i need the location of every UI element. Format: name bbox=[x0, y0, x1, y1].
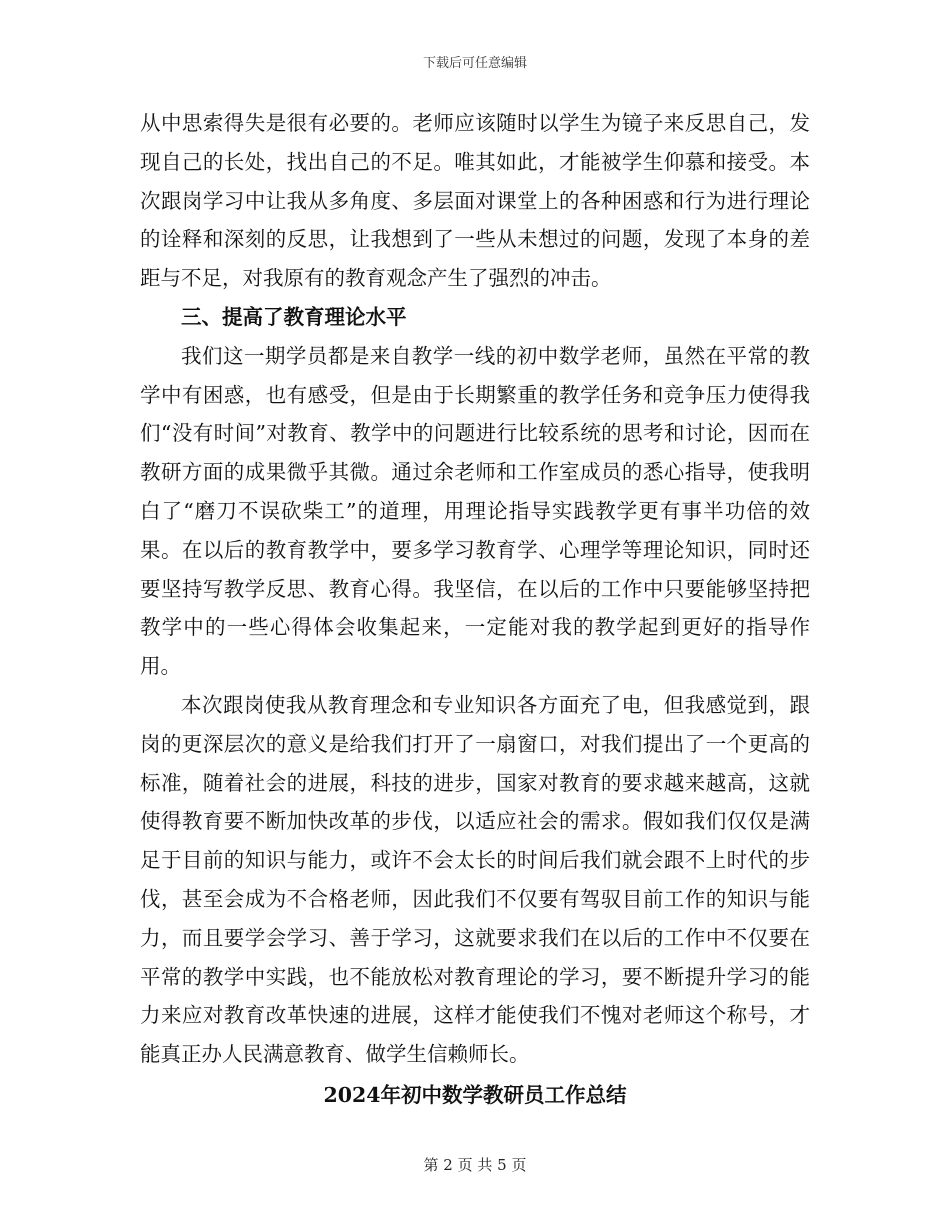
page-number: 第 2 页 共 5 页 bbox=[423, 1156, 527, 1174]
download-note: 下载后可任意编辑 bbox=[422, 56, 527, 71]
paragraph-reflection: 从中思索得失是很有必要的。老师应该随时以学生为镜子来反思自己，发现自己的长处，找出自己的不足。唯其如此，才能被学生仰慕和接受。本次跟岗学习中让我从多角度、多层面对课堂上的各种困惑和行为进行理论的诠释和深刻的反思，让我想到了一些从未想过的问题，发现了本身的差距与不足，对我原有的教育观念产生了强烈的冲击。 bbox=[140, 111, 810, 291]
document-body bbox=[140, 104, 810, 1115]
next-document-title: 2024年初中数学教研员工作总结 bbox=[323, 1082, 627, 1107]
section-heading: 三、提高了教育理论水平 bbox=[181, 304, 407, 329]
paragraph-theory: 我们这一期学员都是来自教学一线的初中数学老师，虽然在平常的教学中有困惑，也有感受，但是由于长期繁重的教学任务和竞争压力使得我们“没有时间”对教育、教学中的问题进行比较系统的思考和讨论，因而在教研方面的成果微乎其微。通过余老师和工作室成员的悉心指导，使我明白了“磨刀不误砍柴工”的道理，用理论指导实践教学更有事半功倍的效果。在以后的教育教学中，要多学习教育学、心理学等理论知识，同时还要坚持写教学反思、教育心得。我坚信，在以后的工作中只要能够坚持把教学中的一些心得体会收集起来，一定能对我的教学起到更好的指导作用。 bbox=[140, 343, 810, 679]
paragraph-conclusion: 本次跟岗使我从教育理念和专业知识各方面充了电，但我感觉到，跟岗的更深层次的意义是给我们打开了一扇窗口，对我们提出了一个更高的标准，随着社会的进展，科技的进步，国家对教育的要求越来越高，这就使得教育要不断加快改革的步伐，以适应社会的需求。假如我们仅仅是满足于目前的知识与能力，或许不会太长的时间后我们就会跟不上时代的步伐，甚至会成为不合格老师，因此我们不仅要有驾驭目前工作的知识与能力，而且要学会学习、善于学习，这就要求我们在以后的工作中不仅要在平常的教学中实践，也不能放松对教育理论的学习，要不断提升学习的能力来应对教育改革快速的进展，这样才能使我们不愧对老师这个称号，才能真正办人民满意教育、做学生信赖师长。 bbox=[140, 692, 810, 1067]
